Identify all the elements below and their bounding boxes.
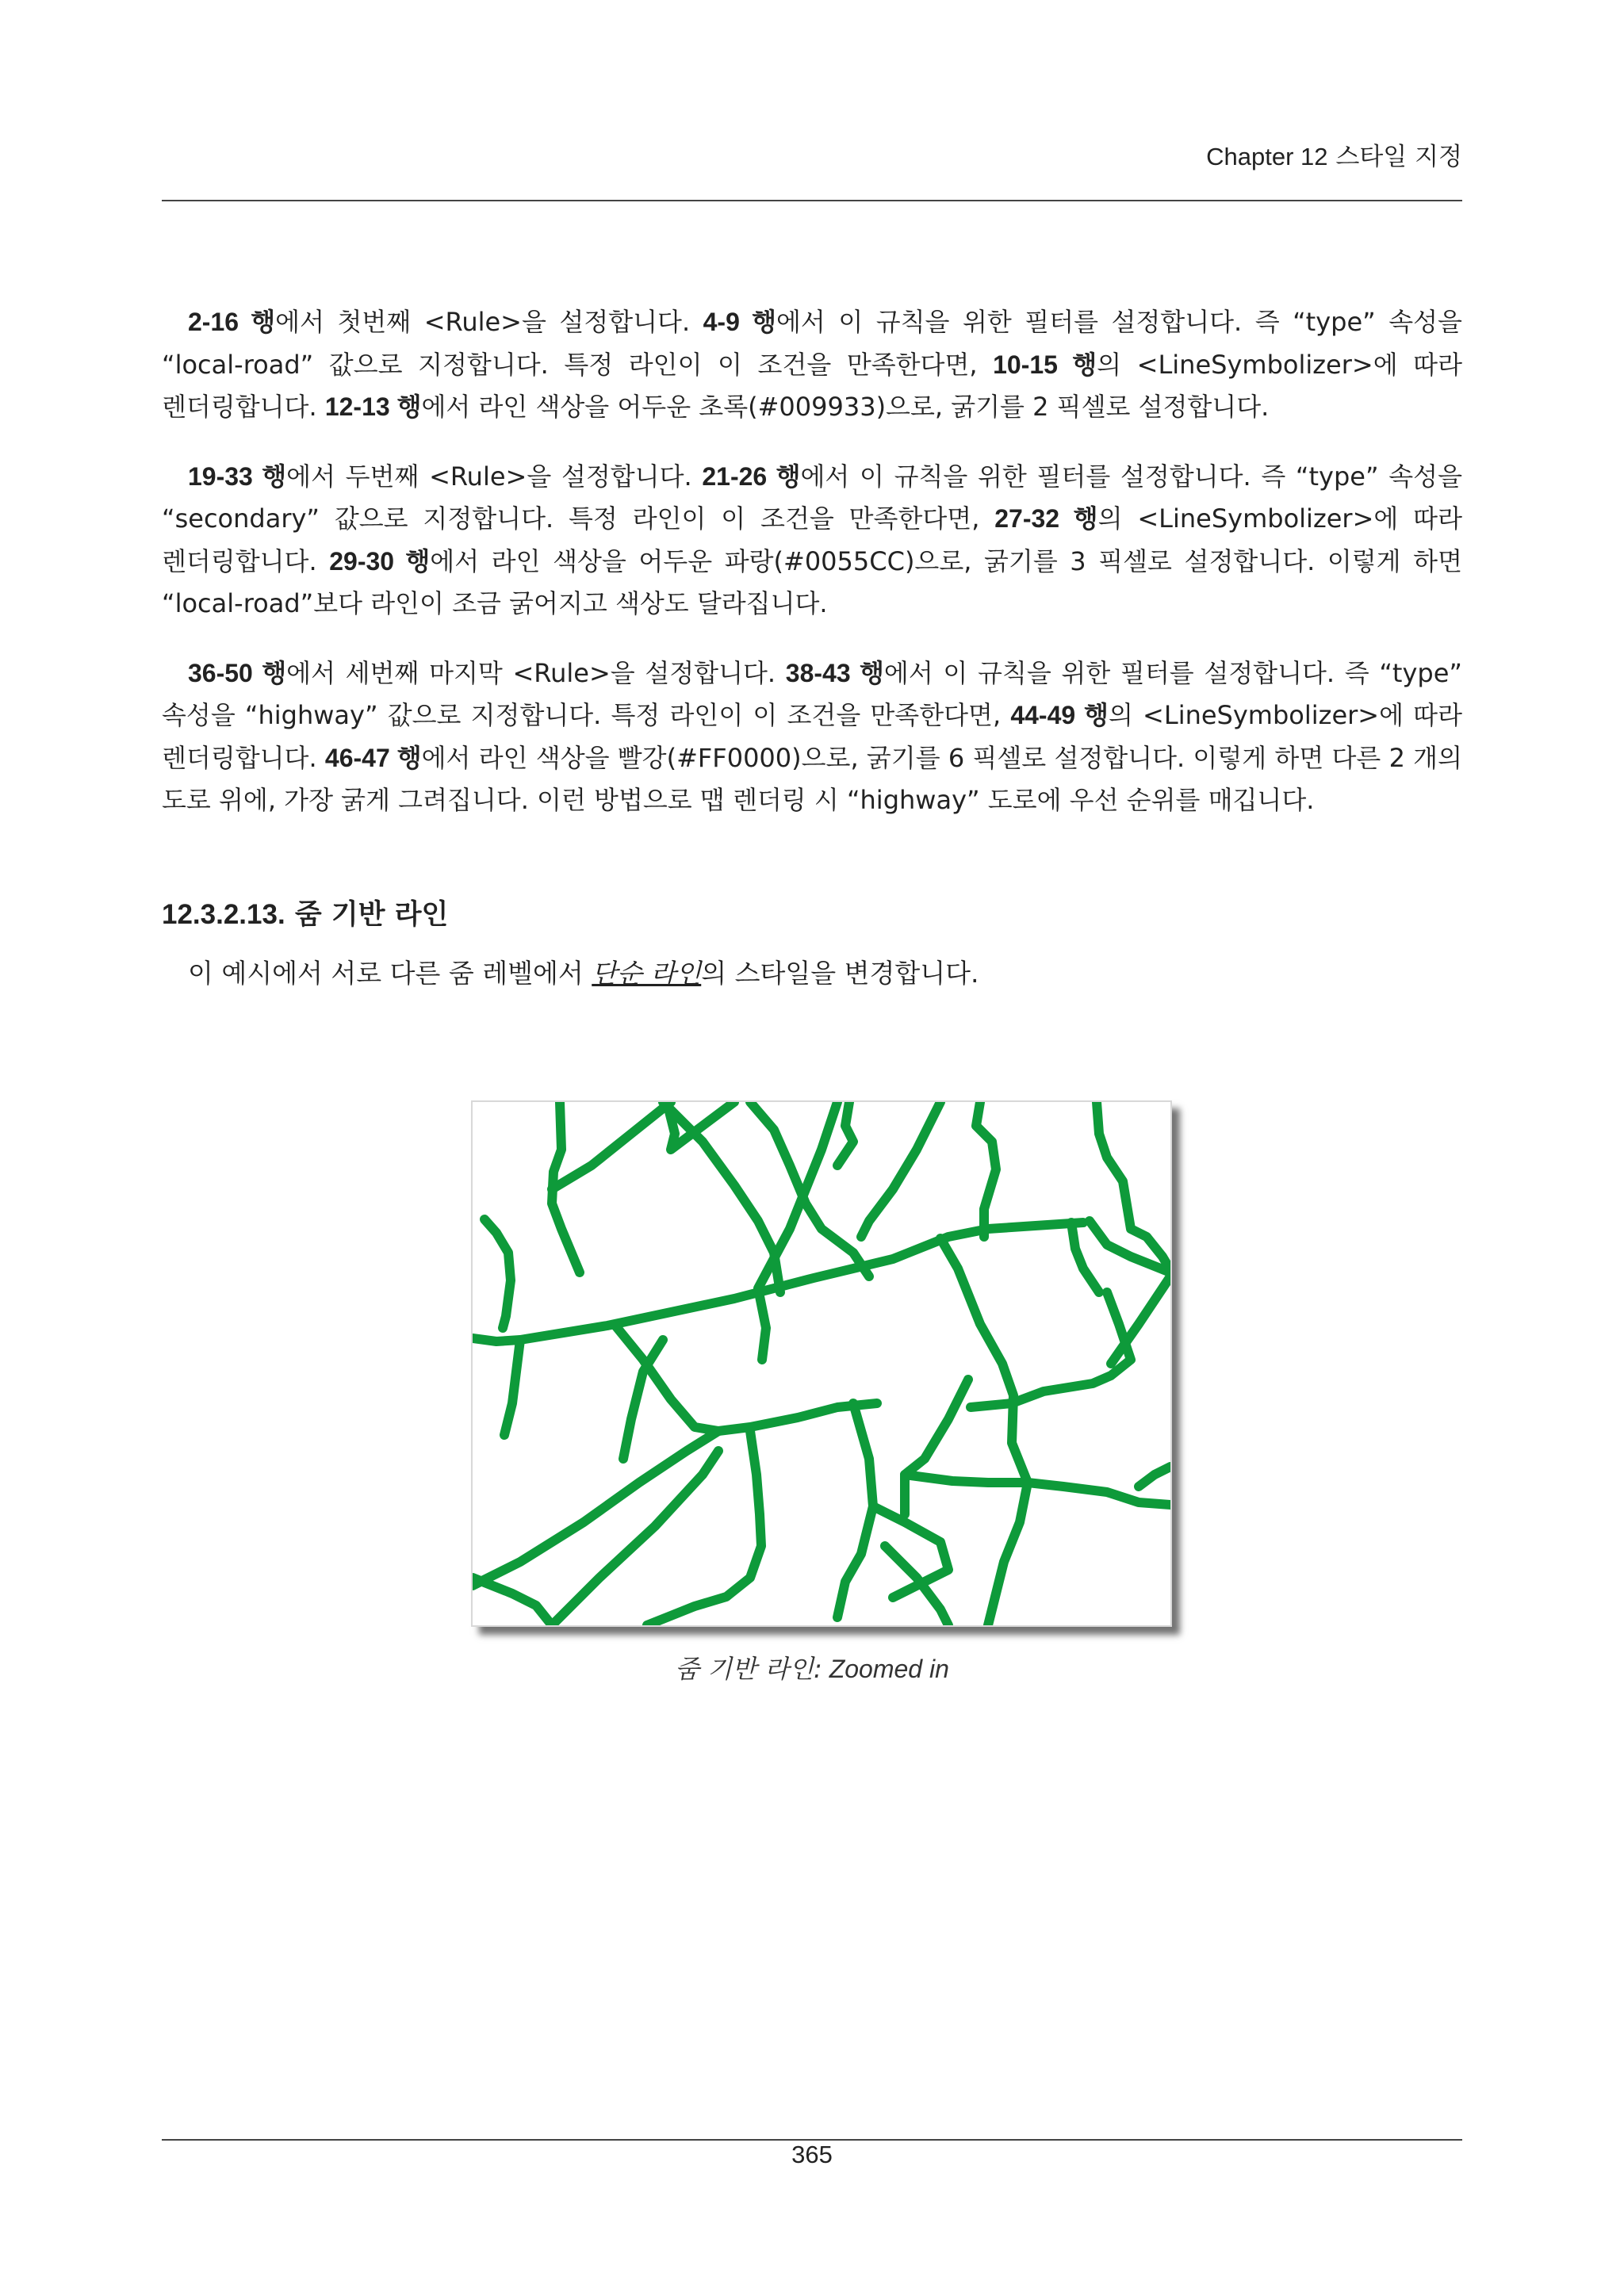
paragraph-text: 의 <LineSymbolizer>에 따라 렌더링합니다. — [162, 700, 1462, 773]
road-line — [552, 1451, 718, 1625]
line-range-ref: 38-43 행 — [785, 658, 884, 687]
paragraph-text: 의 <LineSymbolizer>에 따라 렌더링합니다. — [162, 349, 1462, 422]
intro-paragraph — [162, 954, 1462, 993]
paragraph-text: 에서 이 규칙을 위한 필터를 설정합니다. 즉 “type” 속성을 “highway” 값으로 지정합니다. 특정 라인이 이 조건을 만족한다면, — [162, 657, 1462, 730]
body-paragraph-3 — [162, 652, 1462, 822]
paragraph-text: 에서 이 규칙을 위한 필터를 설정합니다. 즉 “type” 속성을 “local-road” 값으로 지정합니다. 특정 라인이 이 조건을 만족한다면, — [162, 307, 1462, 380]
paragraph-text: 의 <LineSymbolizer>에 따라 렌더링합니다. — [162, 503, 1462, 576]
page-content — [162, 301, 1462, 993]
paragraph-text: 에서 라인 색상을 어두운 초록(#009933)으로, 굵기를 2 픽셀로 설정합니다. — [421, 392, 1270, 422]
header-rule — [162, 200, 1462, 201]
road-line — [837, 1102, 853, 1165]
line-range-ref: 27-32 행 — [994, 504, 1098, 533]
line-range-ref: 19-33 행 — [188, 461, 287, 491]
road-line — [940, 1238, 1028, 1483]
road-map-image — [473, 1102, 1170, 1625]
zoomed-in-figure — [471, 1100, 1172, 1627]
road-line — [861, 1102, 940, 1237]
figure-caption — [0, 1649, 1624, 1686]
line-range-ref: 2-16 행 — [188, 308, 276, 336]
body-paragraph-2 — [162, 456, 1462, 626]
paragraph-text: 에서 이 규칙을 위한 필터를 설정합니다. 즉 “type” 속성을 “secondary” 값으로 지정합니다. 특정 라인이 이 조건을 만족한다면, — [162, 461, 1462, 534]
road-line — [473, 1578, 552, 1625]
paragraph-text: 에서 라인 색상을 빨강(#FF0000)으로, 굵기를 6 픽셀로 설정합니다. 이렇게 하면 다른 2 개의 도로 위에, 가장 굵게 그려집니다. 이런 방법으로 맵 렌더링 시 “highway” 도로에 우선 순위를 매깁니다. — [162, 742, 1462, 815]
road-line — [976, 1102, 996, 1237]
section-heading — [162, 895, 1462, 935]
line-range-ref: 4-9 행 — [703, 308, 776, 336]
page-number: 365 — [791, 2141, 833, 2168]
road-line — [473, 1431, 718, 1586]
paragraph-text: 에서 두번째 <Rule>을 설정합니다. — [286, 461, 703, 492]
road-line — [504, 1340, 520, 1435]
line-range-ref: 46-47 행 — [324, 743, 422, 772]
paragraph-text: 에서 첫번째 <Rule>을 설정합니다. — [275, 307, 703, 337]
intro-before: 이 예시에서 서로 다른 줌 레벨에서 — [188, 957, 592, 989]
road-line — [988, 1483, 1028, 1625]
paragraphs — [162, 301, 1462, 822]
line-range-ref: 29-30 행 — [329, 546, 431, 576]
intro-after: 의 스타일을 변경합니다. — [701, 957, 979, 989]
line-range-ref: 44-49 행 — [1010, 701, 1109, 729]
line-range-ref: 12-13 행 — [324, 392, 422, 421]
line-range-ref: 21-26 행 — [702, 461, 801, 491]
section-title: 줌 기반 라인 — [294, 898, 449, 931]
line-range-ref: 10-15 행 — [993, 350, 1097, 379]
header-title: 스타일 지정 — [1335, 143, 1462, 171]
section-number: 12.3.2.13. — [162, 898, 285, 930]
caption-en: Zoomed in — [822, 1655, 949, 1683]
road-line — [552, 1102, 671, 1189]
simple-line-link[interactable]: 단순 라인 — [592, 957, 702, 989]
road-line — [1139, 1467, 1170, 1487]
caption-ko: 줌 기반 라인: — [675, 1654, 822, 1684]
line-range-ref: 36-50 행 — [188, 658, 287, 687]
paragraph-text: 에서 세번째 마지막 <Rule>을 설정합니다. — [286, 657, 786, 688]
road-line — [837, 1403, 873, 1617]
header-chapter: Chapter 12 — [1206, 143, 1328, 170]
road-line — [905, 1380, 968, 1514]
road-line — [905, 1475, 1170, 1505]
paragraph-text: 에서 라인 색상을 어두운 파랑(#0055CC)으로, 굵기를 3 픽셀로 설정합니다. 이렇게 하면 “local-road”보다 라인이 조금 굵어지고 색상도 달라집니다. — [162, 545, 1462, 618]
road-line — [663, 1102, 780, 1292]
road-line — [485, 1219, 511, 1328]
running-header — [1206, 136, 1462, 172]
body-paragraph-1 — [162, 301, 1462, 429]
